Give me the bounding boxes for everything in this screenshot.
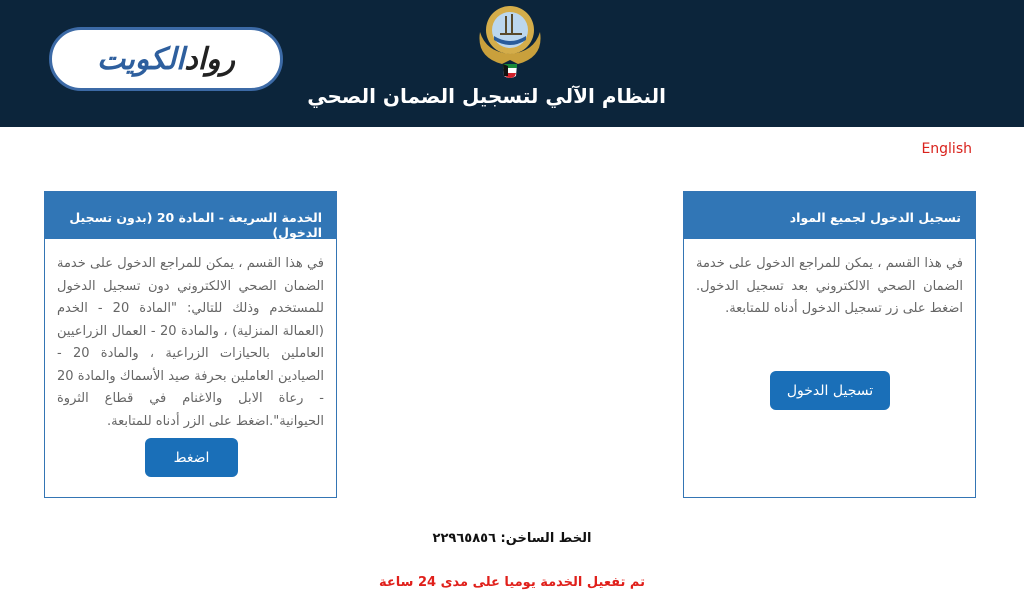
card-title: تسجيل الدخول لجميع المواد [684, 192, 975, 239]
english-language-link[interactable]: English [921, 141, 972, 157]
ruwad-alkuwait-logo[interactable] [49, 27, 283, 91]
page-title: النظام الآلي لتسجيل الضمان الصحي [307, 84, 666, 108]
logo-text-part1: رواد [184, 41, 236, 77]
quick-service-card [44, 191, 337, 498]
card-description: في هذا القسم ، يمكن للمراجع الدخول على خدمة الضمان الصحي الالكتروني دون تسجيل الدخول للمستخدم وذلك للتالي: "المادة 20 - الخدم (العمالة المنزلية) ، والمادة 20 - العمال الزراعيين العاملين بالحيازات الزراعية ، والمادة 20 - الصيادين العاملين بحرفة صيد الأسماك والمادة 20 - رعاة الابل والاغنام في قطاع الثروة الحيوانية".اضغط على الزر أدناه للمتابعة. [57, 256, 325, 429]
login-button[interactable]: تسجيل الدخول [770, 371, 890, 410]
service-availability-notice: تم تفعيل الخدمة يوميا على مدى 24 ساعة [378, 575, 645, 590]
quick-service-button[interactable]: اضغط [145, 438, 238, 477]
card-title: الخدمة السريعة - المادة 20 (بدون تسجيل الدخول) [45, 192, 336, 239]
card-description: في هذا القسم ، يمكن للمراجع الدخول على خدمة الضمان الصحي الالكتروني بعد تسجيل الدخول. اضغط على زر تسجيل الدخول أدناه للمتابعة. [696, 256, 963, 316]
login-card [683, 191, 976, 498]
header [0, 0, 1024, 127]
logo-text-part2: الكويت [96, 41, 185, 77]
kuwait-emblem-icon [472, 2, 548, 80]
hotline-text: الخط الساخن: ٢٢٩٦٥٨٥٦ [432, 531, 592, 546]
